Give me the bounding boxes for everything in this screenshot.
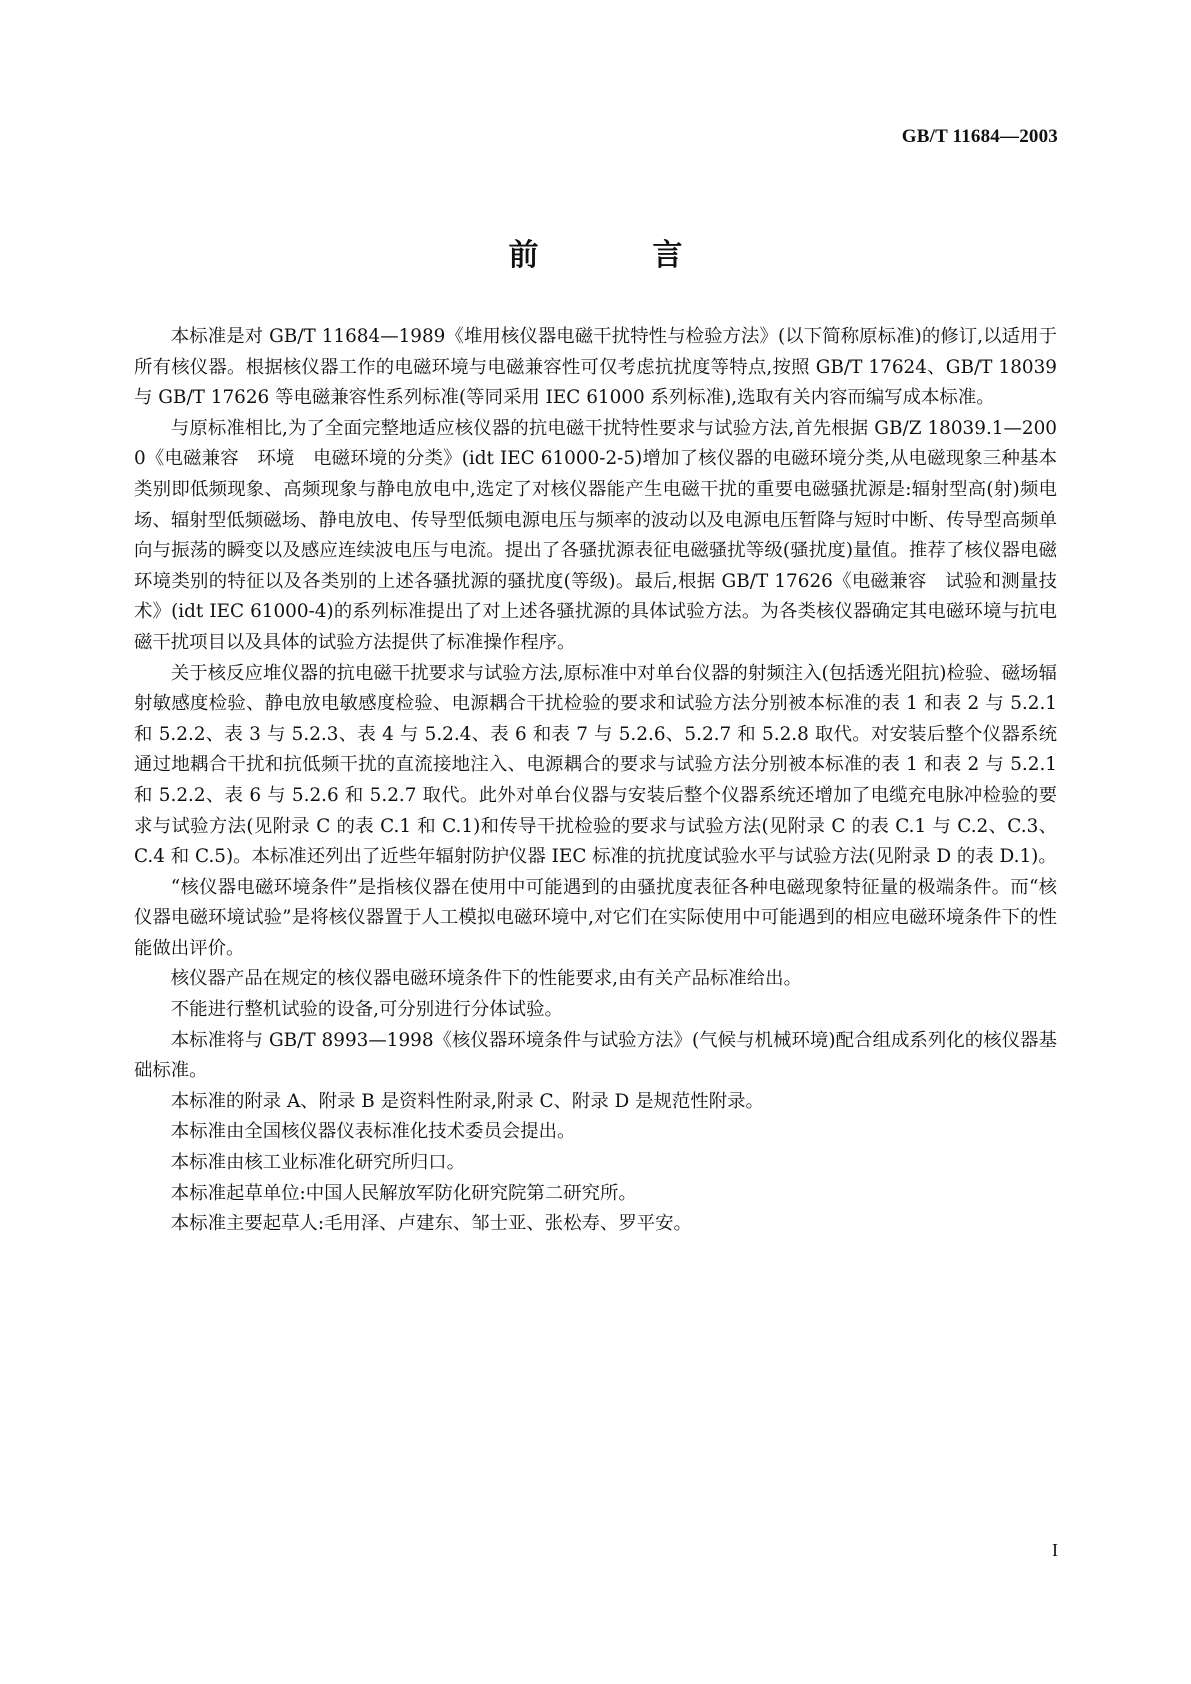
standard-code: GB/T 11684—2003 <box>901 126 1058 147</box>
paragraph: 核仪器产品在规定的核仪器电磁环境条件下的性能要求,由有关产品标准给出。 <box>170 968 802 990</box>
paragraph: 关于核反应堆仪器的抗电磁干扰要求与试验方法,原标准中对单台仪器的射频注入(包括透光阻抗)检验、磁场辐射敏感度检验、静电放电敏感度检验、电源耦合干扰检验的要求和试验方法分别被本标准的表 1 和表 2 与 5.2.1 和 5.2.2、表 3 与 5.2.3、表 4 与 5.2.4、表 6 和表 7 与 5.2.6、5.2.7 和 5.2.8 取代。对安装后整个仪器系统通过地耦合干扰和抗低频干扰的直流接地注入、电源耦合的要求与试验方法分别被本标准的表 1 和表 2 与 5.2.1 和 5.2.2、表 6 与 5.2.6 和 5.2.7 取代。此外对单台仪器与安装后整个仪器系统还增加了电缆充电脉冲检验的要求与试验方法(见附录 C 的表 C.1 和 C.1)和传导干扰检验的要求与试验方法(见附录 C 的表 C.1 与 C.2、C.3、C.4 和 C.5)。本标准还列出了近些年辐射防护仪器 IEC 标准的抗扰度试验水平与试验方法(见附录 D 的表 D.1)。 <box>134 662 1057 868</box>
foreword-body <box>134 322 1057 1240</box>
paragraph: 本标准主要起草人:毛用泽、卢建东、邹士亚、张松寿、罗平安。 <box>170 1213 692 1235</box>
paragraph: 本标准是对 GB/T 11684—1989《堆用核仪器电磁干扰特性与检验方法》(以下简称原标准)的修订,以适用于所有核仪器。根据核仪器工作的电磁环境与电磁兼容性可仅考虑抗扰度等特点,按照 GB/T 17624、GB/T 18039 与 GB/T 17626 等电磁兼容性系列标准(等同采用 IEC 61000 系列标准),选取有关内容而编写成本标准。 <box>134 326 1057 409</box>
page-number: I <box>1052 1540 1058 1560</box>
paragraph: 本标准起草单位:中国人民解放军防化研究院第二研究所。 <box>170 1182 637 1204</box>
paragraph: 本标准由核工业标准化研究所归口。 <box>170 1152 466 1174</box>
paragraph: 本标准将与 GB/T 8993—1998《核仪器环境条件与试验方法》(气候与机械环境)配合组成系列化的核仪器基础标准。 <box>134 1029 1057 1082</box>
paragraph: 本标准的附录 A、附录 B 是资料性附录,附录 C、附录 D 是规范性附录。 <box>170 1090 764 1112</box>
paragraph: 不能进行整机试验的设备,可分别进行分体试验。 <box>170 999 563 1021</box>
paragraph: 与原标准相比,为了全面完整地适应核仪器的抗电磁干扰特性要求与试验方法,首先根据 GB/Z 18039.1—2000《电磁兼容 环境 电磁环境的分类》(idt IEC 61000-2-5)增加了核仪器的电磁环境分类,从电磁现象三种基本类别即低频现象、高频现象与静电放电中,选定了对核仪器能产生电磁干扰的重要电磁骚扰源是:辐射型高(射)频电场、辐射型低频磁场、静电放电、传导型低频电源电压与频率的波动以及电源电压暂降与短时中断、传导型高频单向与振荡的瞬变以及感应连续波电压与电流。提出了各骚扰源表征电磁骚扰等级(骚扰度)量值。推荐了核仪器电磁环境类别的特征以及各类别的上述各骚扰源的骚扰度(等级)。最后,根据 GB/T 17626《电磁兼容 试验和测量技术》(idt IEC 61000-4)的系列标准提出了对上述各骚扰源的具体试验方法。为各类核仪器确定其电磁环境与抗电磁干扰项目以及具体的试验方法提供了标准操作程序。 <box>134 417 1057 653</box>
paragraph: “核仪器电磁环境条件”是指核仪器在使用中可能遇到的由骚扰度表征各种电磁现象特征量的极端条件。而“核仪器电磁环境试验”是将核仪器置于人工模拟电磁环境中,对它们在实际使用中可能遇到的相应电磁环境条件下的性能做出评价。 <box>134 876 1057 959</box>
page-title: 前 言 <box>508 238 725 273</box>
paragraph: 本标准由全国核仪器仪表标准化技术委员会提出。 <box>170 1121 576 1143</box>
